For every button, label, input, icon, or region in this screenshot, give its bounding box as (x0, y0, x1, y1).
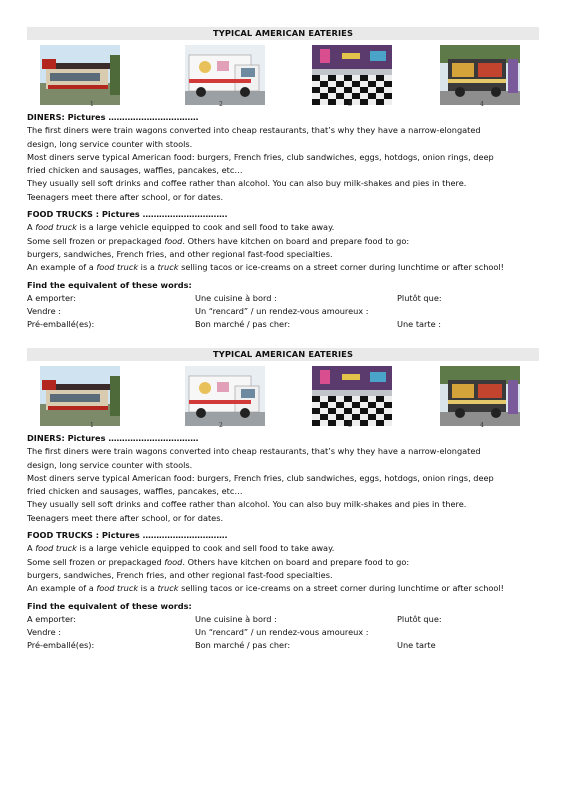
vocab-row (27, 639, 539, 652)
vocab-item: Bon marché / pas cher: (195, 640, 291, 651)
text-run: is a large vehicle equipped to cook and sell food to take away. (76, 222, 335, 233)
text-run: A (27, 222, 36, 233)
text-run: is a (138, 583, 158, 594)
diners-text-line: Most diners serve typical American food: burgers, French fries, club sandwiches, eggs, hotdogs, onion rings, deep (27, 472, 494, 483)
diners-heading: DINERS: Pictures …………………………… (27, 433, 199, 443)
diners-text-line: fried chicken and sausages, waffles, pancakes, etc… (27, 165, 243, 176)
text-run: is a large vehicle equipped to cook and sell food to take away. (76, 543, 335, 554)
italic-term: truck (157, 262, 179, 273)
diner-interior-photo (312, 366, 392, 426)
photo-number: 4 (480, 422, 484, 429)
italic-term: food (164, 556, 183, 567)
diner-photo (40, 366, 120, 426)
vocab-heading: Find the equivalent of these words: (27, 279, 192, 290)
vocab-item: Une tarte (397, 640, 436, 651)
food-trucks-text-line: burgers, sandwiches, French fries, and other regional fast-food specialties. (27, 248, 333, 259)
vocab-item: Bon marché / pas cher: (195, 319, 291, 330)
vocab-item: Pré-emballé(es): (27, 319, 95, 330)
photo-number: 2 (219, 101, 223, 108)
vocab-row (27, 613, 539, 626)
text-run: selling tacos or ice-creams on a street corner during lunchtime or after school! (178, 262, 504, 273)
food-truck-photo (440, 366, 520, 426)
food-trucks-text-line (27, 221, 539, 234)
vocab-item: Plutôt que: (397, 613, 442, 624)
food-trucks-text-line (27, 235, 539, 248)
food-trucks-text-line (27, 582, 539, 595)
vocab-row (27, 626, 539, 639)
food-trucks-text-line (27, 542, 539, 555)
vocab-item: Vendre : (27, 306, 61, 317)
vocab-item: Un “rencard” / un rendez-vous amoureux : (195, 627, 369, 638)
italic-term: food truck (35, 222, 77, 233)
worksheet-2 (27, 348, 539, 653)
vocab-item: Vendre : (27, 627, 61, 638)
text-run: . Others have kitchen on board and prepare food to go: (182, 235, 410, 246)
vocab-item: Une tarte : (397, 319, 442, 330)
italic-term: food truck (96, 583, 139, 594)
photo-number: 3 (348, 422, 352, 429)
food-truck-photo (440, 45, 520, 105)
sheet-title: TYPICAL AMERICAN EATERIES (27, 348, 539, 361)
italic-term: food truck (96, 262, 139, 273)
diners-text-line: They usually sell soft drinks and coffee rather than alcohol. You can also buy milk-shakes and pies in there. (27, 178, 467, 189)
diners-text-line: Teenagers meet there after school, or for dates. (27, 512, 224, 523)
italic-term: food truck (35, 543, 77, 554)
diners-text-line: The first diners were train wagons converted into cheap restaurants, that’s why they have a narrow-elongated (27, 446, 481, 457)
photo-strip (27, 366, 539, 432)
diners-text-line: They usually sell soft drinks and coffee rather than alcohol. You can also buy milk-shakes and pies in there. (27, 499, 467, 510)
diner-interior-photo (312, 45, 392, 105)
diners-text-line: Most diners serve typical American food: burgers, French fries, club sandwiches, eggs, hotdogs, onion rings, deep (27, 151, 494, 162)
diners-text-line: The first diners were train wagons converted into cheap restaurants, that’s why they have a narrow-elongated (27, 125, 481, 136)
photo-number: 4 (480, 101, 484, 108)
food-trucks-text-line (27, 261, 539, 274)
food-trucks-heading: FOOD TRUCKS : Pictures …………………………. (27, 530, 228, 541)
vocab-item: Un “rencard” / un rendez-vous amoureux : (195, 306, 369, 317)
text-run: Some sell frozen or prepackaged (27, 556, 165, 567)
food-trucks-text-line: burgers, sandwiches, French fries, and other regional fast-food specialties. (27, 569, 333, 580)
photo-number: 1 (90, 422, 94, 429)
ice-cream-truck-photo (185, 45, 265, 105)
text-run: is a (138, 262, 158, 273)
italic-term: food (164, 235, 183, 246)
vocab-item: A emporter: (27, 292, 77, 303)
text-run: A (27, 543, 36, 554)
photo-strip (27, 45, 539, 111)
text-run: . Others have kitchen on board and prepare food to go: (182, 556, 410, 567)
diners-heading: DINERS: Pictures …………………………… (27, 112, 199, 122)
vocab-row (27, 305, 539, 318)
worksheet-1 (27, 27, 539, 332)
ice-cream-truck-photo (185, 366, 265, 426)
italic-term: truck (157, 583, 179, 594)
sheet-title: TYPICAL AMERICAN EATERIES (27, 27, 539, 40)
vocab-item: Une cuisine à bord : (195, 292, 277, 303)
photo-number: 3 (348, 101, 352, 108)
text-run: Some sell frozen or prepackaged (27, 235, 165, 246)
food-trucks-heading: FOOD TRUCKS : Pictures …………………………. (27, 209, 228, 220)
food-trucks-text-line (27, 556, 539, 569)
diners-text-line: design, long service counter with stools. (27, 459, 193, 470)
photo-number: 1 (90, 101, 94, 108)
diners-text-line: Teenagers meet there after school, or for dates. (27, 191, 224, 202)
vocab-item: Plutôt que: (397, 292, 442, 303)
diners-text-line: fried chicken and sausages, waffles, pancakes, etc… (27, 486, 243, 497)
vocab-row (27, 318, 539, 331)
text-run: An example of a (27, 262, 97, 273)
vocab-item: Une cuisine à bord : (195, 613, 277, 624)
diners-text-line: design, long service counter with stools. (27, 138, 193, 149)
text-run: An example of a (27, 583, 97, 594)
photo-number: 2 (219, 422, 223, 429)
diner-photo (40, 45, 120, 105)
text-run: selling tacos or ice-creams on a street corner during lunchtime or after school! (178, 583, 504, 594)
vocab-item: Pré-emballé(es): (27, 640, 95, 651)
vocab-row (27, 292, 539, 305)
vocab-heading: Find the equivalent of these words: (27, 600, 192, 611)
vocab-item: A emporter: (27, 613, 77, 624)
